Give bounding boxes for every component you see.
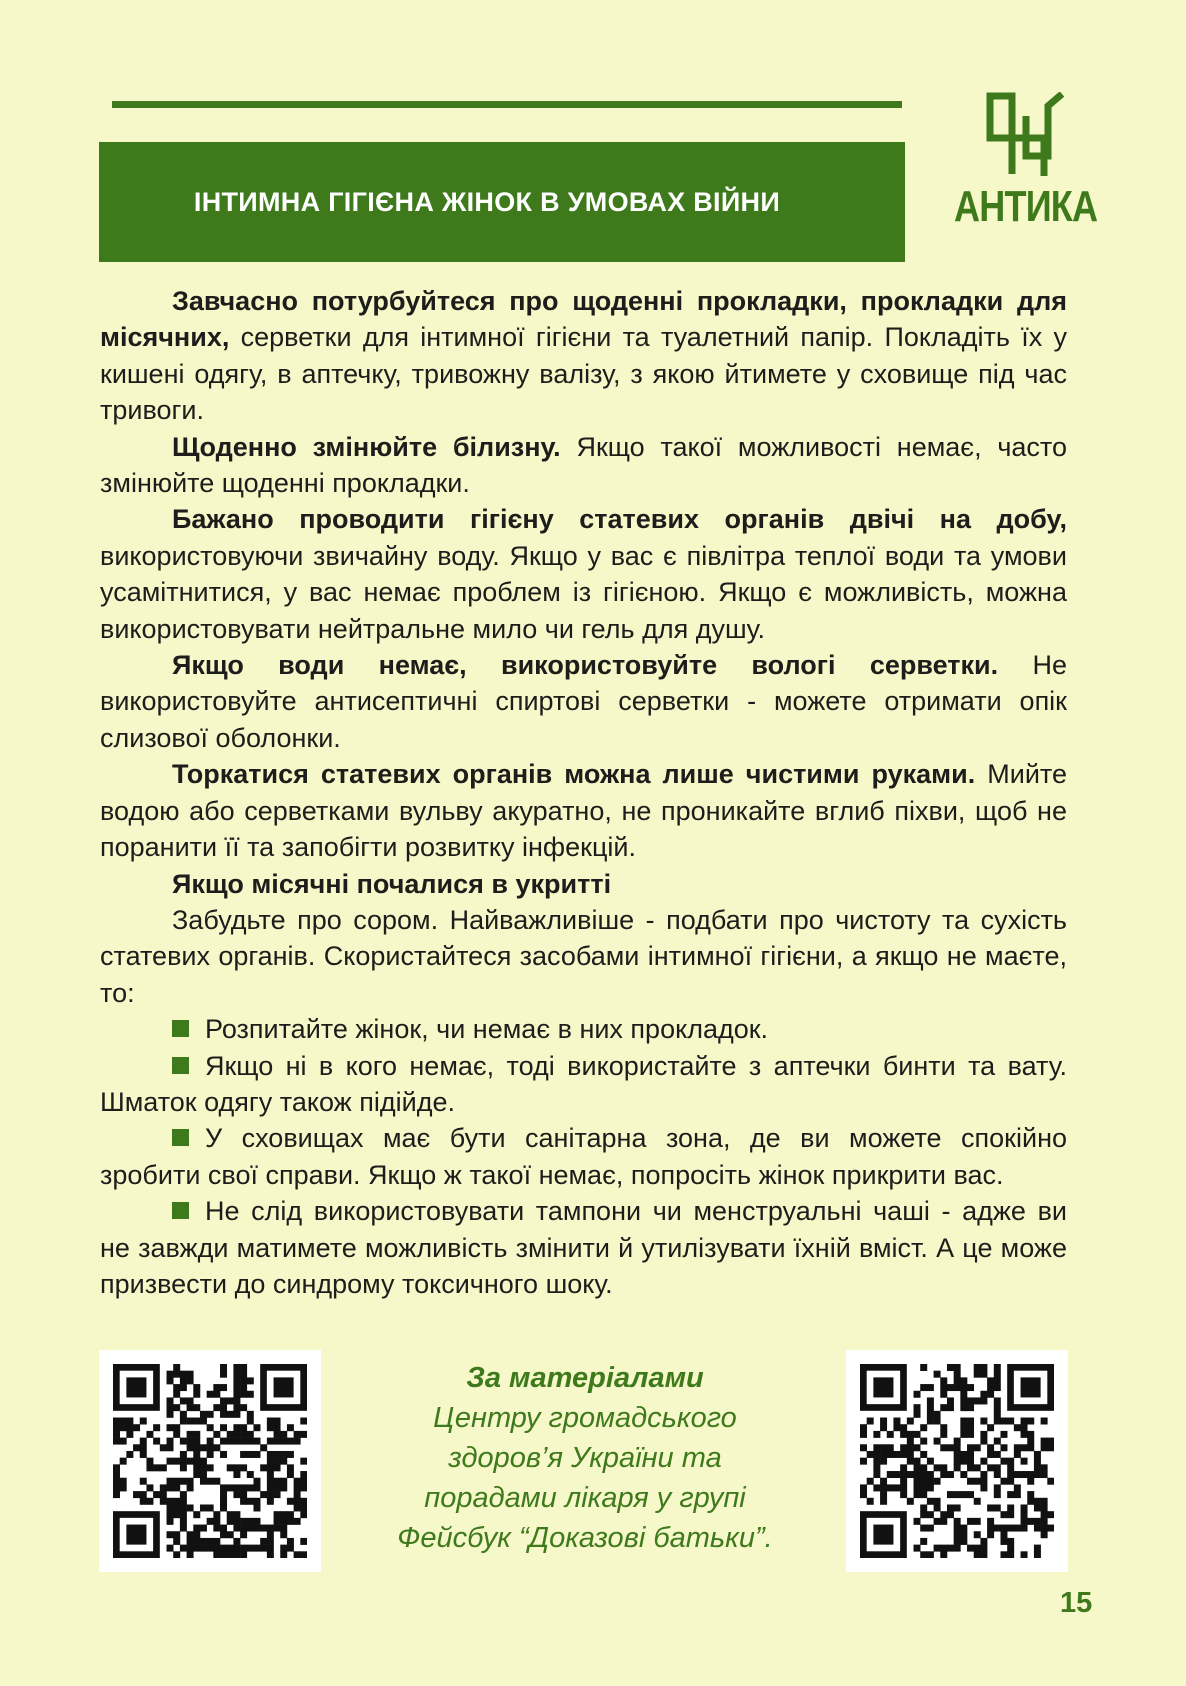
credits-line: Центру громадського bbox=[433, 1402, 737, 1434]
qr-code-right[interactable] bbox=[846, 1350, 1068, 1572]
credits-heading: За матеріалами bbox=[466, 1362, 704, 1394]
paragraph: Якщо води немає, використовуйте вологі серветки. Не використовуйте антисептичні спиртові серветки - можете отримати опік слизової оболонки. bbox=[100, 650, 1067, 753]
paragraph: Завчасно потурбуйтеся про щоденні прокладки, прокладки для місячних, серветки для інтимної гігієни та туалетний папір. Покладіть їх у кишені одягу, в аптечку, тривожну валізу, з якою йтимете у сховище під час тривоги. bbox=[100, 286, 1067, 426]
title-banner bbox=[99, 142, 905, 262]
paragraph: Щоденно змінюйте білизну. Якщо такої можливості немає, часто змінюйте щоденні прокладки. bbox=[100, 431, 1068, 499]
bullet-item: Не слід використовувати тампони чи менструальні чаші - адже ви не завжди матимете можливість змінити й утилізувати їхній вміст. А це може призвести до синдрому токсичного шоку. bbox=[100, 1196, 1067, 1299]
page-number: 15 bbox=[1060, 1587, 1093, 1619]
bullet-item: У сховищах має бути санітарна зона, де ви можете спокійно зробити свої справи. Якщо ж такої немає, попросіть жінок прикрити вас. bbox=[100, 1123, 1067, 1190]
source-credits bbox=[340, 1358, 830, 1558]
bullet-square-icon bbox=[172, 1202, 189, 1219]
antyka-logo bbox=[948, 92, 1103, 232]
paragraph: Бажано проводити гігієну статевих органів двічі на добу, використовуючи звичайну воду. Якщо у вас є півлітра теплої води та умови усамітнитися, у вас немає проблем із гігієною. Якщо є можливість, можна використовувати нейтральне мило чи гель для душу. bbox=[100, 504, 1067, 644]
top-rule bbox=[112, 101, 902, 108]
bullet-item: Розпитайте жінок, чи немає в них прокладок. bbox=[100, 1011, 1067, 1047]
credits-line: Фейсбук “Доказові батьки”. bbox=[397, 1522, 773, 1554]
qr-code-icon bbox=[860, 1364, 1054, 1558]
credits-line: порадами лікаря у групі bbox=[424, 1482, 746, 1514]
paragraph: Торкатися статевих органів можна лише чистими руками. Мийте водою або серветками вульву акуратно, не проникайте вглиб піхви, щоб не поранити її та запобігти розвитку інфекцій. bbox=[100, 759, 1067, 863]
bullet-square-icon bbox=[172, 1129, 189, 1146]
qr-code-left[interactable] bbox=[99, 1350, 321, 1572]
bullet-square-icon bbox=[172, 1020, 189, 1037]
qr-code-icon bbox=[113, 1364, 307, 1558]
subheading: Якщо місячні почалися в укритті bbox=[172, 868, 612, 899]
bullet-item: Якщо ні в кого немає, тоді використайте з аптечки бинти та вату. Шматок одягу також підійде. bbox=[100, 1050, 1067, 1117]
logo-wordmark: АНТИКА bbox=[954, 182, 1098, 231]
article-body bbox=[100, 283, 1067, 1302]
logo-mark-icon bbox=[986, 92, 1066, 180]
bullet-square-icon bbox=[172, 1057, 189, 1074]
page-title: ІНТИМНА ГІГІЄНА ЖІНОК В УМОВАХ ВІЙНИ bbox=[193, 186, 781, 217]
credits-line: здоров’я України та bbox=[448, 1442, 722, 1474]
intro-paragraph: Забудьте про сором. Найважливіше - подбати про чистоту та сухість статевих органів. Скористайтеся засобами інтимної гігієни, а якщо не маєте, то: bbox=[100, 904, 1067, 1008]
